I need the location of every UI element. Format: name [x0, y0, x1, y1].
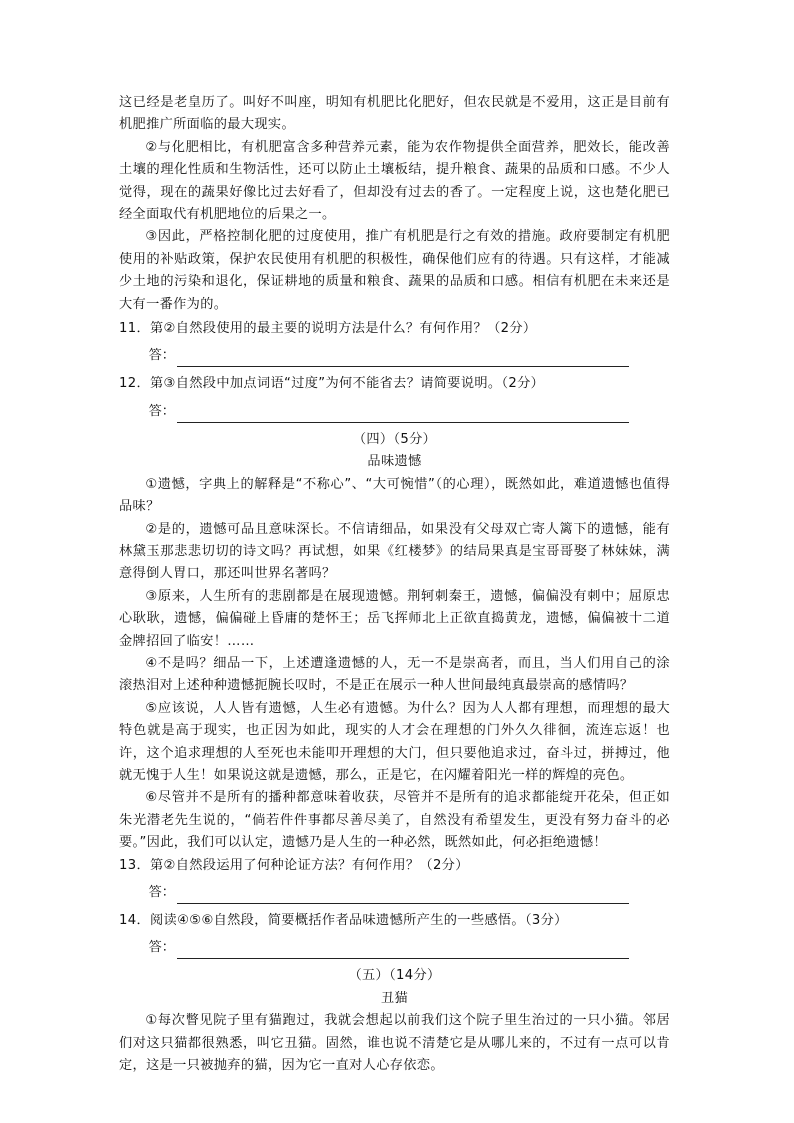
answer-label: 答：: [148, 940, 175, 956]
paragraph-3: ③因此，严格控制化肥的过度使用，推广有机肥是行之有效的措施。政府要制定有机肥使用的补贴政策，保护农民使用有机肥的积极性，确保他们应有的待遇。只有这样，才能减少土地的污染和退化，保证耕地的质量和粮食、蔬果的品质和口感。相信有机肥在未来还是大有一番作为的。: [119, 229, 670, 312]
answer-line-13[interactable]: [119, 882, 670, 904]
paragraph-4-6: ⑥尽管并不是所有的播种都意味着收获，尽管并不是所有的追求都能绽开花朵，但正如朱光潜老先生说的，“倘若件件事都尽善尽美了，自然没有希望发生，更没有努力奋斗的必要。”因此，我们可以认定，遗憾乃是人生的一种必然，既然如此，何必拒绝遗憾！: [119, 790, 670, 851]
answer-line-14[interactable]: [119, 937, 670, 959]
document-page: [119, 92, 670, 1077]
question-14: 14．阅读④⑤⑥自然段，简要概括作者品味遗憾所产生的一些感悟。（3分）: [119, 913, 568, 928]
section-5-title: 丑猫: [380, 990, 409, 1006]
question-12: 12．第③自然段中加点词语“过度”为何不能省去？请简要说明。（2分）: [119, 376, 545, 392]
question-13: 13．第②自然段运用了何种论证方法？有何作用？（2分）: [119, 857, 469, 873]
paragraph-5-1: ①每次瞥见院子里有猫跑过，我就会想起以前我们这个院子里生治过的一只小猫。邻居们对这只猫都很熟悉，叫它丑猫。固然，谁也说不清楚它是从哪儿来的，不过有一点可以肯定，这是一只被抛弃的猫，因为它一直对人心存依恋。: [119, 1013, 670, 1074]
answer-blank[interactable]: [177, 888, 629, 904]
answer-label: 答：: [148, 885, 175, 900]
answer-label: 答：: [148, 348, 175, 364]
section-4-title: 品味遗憾: [367, 454, 422, 470]
question-11: 11．第②自然段使用的最主要的说明方法是什么？有何作用？（2分）: [119, 321, 537, 337]
section-4-heading: （四）（5分）: [352, 431, 437, 447]
section-5-heading: （五）（14分）: [348, 968, 441, 984]
paragraph-4-3: ③原来，人生所有的悲剧都是在展现遗憾。荆轲刺秦王，遗憾，偏偏没有刺中；屈原忠心耿耿，遗憾，偏偏碰上昏庸的楚怀王；岳飞挥师北上正欲直捣黄龙，遗憾，偏偏被十二道金牌招回了临安！……: [119, 588, 670, 649]
paragraph-4-2: ②是的，遗憾可品且意味深长。不信请细品，如果没有父母双亡寄人篱下的遗憾，能有林黛玉那悲悲切切的诗文吗？再试想，如果《红楼梦》的结局果真是宝哥哥娶了林妹妹，满意得倒人胃口，那还叫世界名著吗？: [119, 521, 670, 582]
answer-line-11[interactable]: [119, 345, 670, 367]
answer-blank[interactable]: [177, 351, 629, 367]
answer-label: 答：: [148, 403, 175, 419]
paragraph-4-4: ④不是吗？细品一下，上述遭逢遗憾的人，无一不是崇高者，而且，当人们用自己的涂滚热泪对上述种种遗憾扼腕长叹时，不是正在展示一种人世间最纯真最崇高的感情吗？: [119, 655, 670, 694]
paragraph-continued: 这已经是老皇历了。叫好不叫座，明知有机肥比化肥好，但农民就是不爱用，这正是目前有机肥推广所面临的最大现实。: [119, 95, 670, 133]
answer-line-12[interactable]: [119, 401, 670, 423]
paragraph-2: ②与化肥相比，有机肥富含多种营养元素，能为农作物提供全面营养，肥效长，能改善土壤的理化性质和生物活性，还可以防止土壤板结，提升粮食、蔬果的品质和口感。不少人觉得，现在的蔬果好像比过去好看了，但却没有过去的香了。一定程度上说，这也楚化肥已经全面取代有机肥地位的后果之一。: [119, 139, 670, 223]
answer-blank[interactable]: [177, 407, 629, 423]
paragraph-4-5: ⑤应该说，人人皆有遗憾，人生必有遗憾。为什么？因为人人都有理想，而理想的最大特色就是高于现实，也正因为如此，现实的人才会在理想的门外久久徘徊，流连忘返！也许，这个追求理想的人至死也未能叩开理想的大门，但只要他追求过，奋斗过，拼搏过，他就无愧于人生！如果说这就是遗憾，那么，正是它，在闪耀着阳光一样的辉煌的亮色。: [119, 700, 670, 783]
answer-blank[interactable]: [177, 943, 629, 959]
paragraph-4-1: ①遗憾，字典上的解释是“不称心”、“大可惋惜”（的心理），既然如此，难道遗憾也值得品味？: [119, 476, 670, 515]
